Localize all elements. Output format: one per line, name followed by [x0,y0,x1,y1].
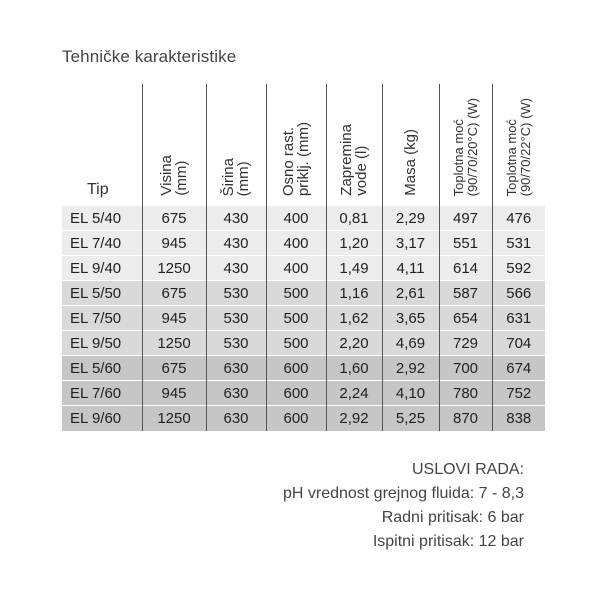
cell-visina: 945 [142,231,206,256]
cell-zapremina: 2,20 [326,331,382,356]
column-header-toplotna-moc-20 [439,84,492,206]
column-header-sirina [206,84,266,206]
cell-toplotna-moc-20: 870 [439,406,492,431]
cell-toplotna-moc-22: 752 [492,381,545,406]
table-row [62,406,545,431]
table-row [62,281,545,306]
cell-sirina: 430 [206,231,266,256]
table-row [62,206,545,231]
cell-toplotna-moc-20: 587 [439,281,492,306]
cell-osno-rastojanje: 500 [266,281,326,306]
cell-toplotna-moc-22: 592 [492,256,545,281]
cell-visina: 1250 [142,331,206,356]
cell-toplotna-moc-20: 654 [439,306,492,331]
cell-osno-rastojanje: 600 [266,356,326,381]
cell-osno-rastojanje: 600 [266,381,326,406]
cell-masa: 2,92 [382,356,439,381]
column-header-unit: vode (l) [353,145,370,196]
cell-osno-rastojanje: 500 [266,306,326,331]
cell-visina: 1250 [142,256,206,281]
cell-toplotna-moc-22: 704 [492,331,545,356]
cell-visina: 945 [142,306,206,331]
cell-osno-rastojanje: 400 [266,231,326,256]
cell-tip: EL 7/60 [62,381,142,406]
column-header-masa [382,84,439,206]
cell-masa: 4,10 [382,381,439,406]
cell-toplotna-moc-22: 838 [492,406,545,431]
column-header-label: Tip [87,181,109,198]
column-header-label: Toplotna moć [503,118,519,196]
cell-toplotna-moc-22: 531 [492,231,545,256]
cell-visina: 675 [142,206,206,231]
table-row [62,331,545,356]
operating-conditions [283,458,524,554]
cell-toplotna-moc-20: 614 [439,256,492,281]
cell-zapremina: 2,24 [326,381,382,406]
table-row [62,306,545,331]
column-header-osno-rastojanje [266,84,326,206]
cell-zapremina: 1,62 [326,306,382,331]
cell-visina: 1250 [142,406,206,431]
cell-sirina: 430 [206,256,266,281]
column-header-tip [62,84,142,206]
cell-osno-rastojanje: 500 [266,331,326,356]
cell-masa: 5,25 [382,406,439,431]
column-header-label: Visina [158,155,175,196]
page-title: Tehničke karakteristike [62,47,237,66]
cell-masa: 3,65 [382,306,439,331]
cell-zapremina: 1,20 [326,231,382,256]
cell-sirina: 430 [206,206,266,231]
cell-zapremina: 1,49 [326,256,382,281]
cell-masa: 4,69 [382,331,439,356]
cell-toplotna-moc-22: 631 [492,306,545,331]
column-header-unit: (90/70/20°C) (W) [464,97,480,196]
specifications-table [62,84,545,431]
column-header-label: Zapremina [338,124,355,196]
cell-tip: EL 7/40 [62,231,142,256]
cell-toplotna-moc-20: 729 [439,331,492,356]
cell-visina: 675 [142,281,206,306]
column-header-visina [142,84,206,206]
cell-tip: EL 9/60 [62,406,142,431]
cell-toplotna-moc-20: 497 [439,206,492,231]
column-header-label: Toplotna moć [450,118,466,196]
cell-visina: 675 [142,356,206,381]
cell-sirina: 530 [206,331,266,356]
column-header-label: Širina [220,157,237,196]
cell-masa: 2,29 [382,206,439,231]
column-header-zapremina [326,84,382,206]
table-row [62,256,545,281]
column-header-label: Osno rast. [280,126,297,196]
table-row [62,231,545,256]
cell-tip: EL 5/50 [62,281,142,306]
cell-toplotna-moc-20: 780 [439,381,492,406]
cell-visina: 945 [142,381,206,406]
cell-zapremina: 1,60 [326,356,382,381]
condition-ph: pH vrednost grejnog fluida: 7 - 8,3 [282,485,524,502]
column-header-unit: priklj. (mm) [295,121,312,196]
condition-test-pressure: Ispitni pritisak: 12 bar [372,533,524,550]
cell-sirina: 530 [206,281,266,306]
cell-toplotna-moc-20: 551 [439,231,492,256]
cell-toplotna-moc-20: 700 [439,356,492,381]
column-header-unit: (mm) [235,161,252,196]
table-row [62,356,545,381]
cell-masa: 2,61 [382,281,439,306]
cell-sirina: 630 [206,356,266,381]
cell-tip: EL 5/60 [62,356,142,381]
cell-tip: EL 7/50 [62,306,142,331]
column-header-toplotna-moc-22 [492,84,545,206]
condition-working-pressure: Radni pritisak: 6 bar [381,509,524,526]
column-header-unit: (90/70/22°C) (W) [517,97,533,196]
cell-sirina: 530 [206,306,266,331]
cell-osno-rastojanje: 600 [266,406,326,431]
cell-toplotna-moc-22: 674 [492,356,545,381]
cell-sirina: 630 [206,381,266,406]
cell-toplotna-moc-22: 476 [492,206,545,231]
table-header-row [62,84,545,206]
table-row [62,381,545,406]
cell-toplotna-moc-22: 566 [492,281,545,306]
cell-zapremina: 2,92 [326,406,382,431]
cell-zapremina: 1,16 [326,281,382,306]
cell-sirina: 630 [206,406,266,431]
conditions-title: USLOVI RADA: [411,461,524,478]
cell-tip: EL 9/50 [62,331,142,356]
cell-tip: EL 5/40 [62,206,142,231]
column-header-unit: (mm) [173,161,190,196]
cell-tip: EL 9/40 [62,256,142,281]
cell-masa: 3,17 [382,231,439,256]
cell-osno-rastojanje: 400 [266,256,326,281]
column-header-label: Masa (kg) [402,129,419,196]
cell-masa: 4,11 [382,256,439,281]
cell-zapremina: 0,81 [326,206,382,231]
cell-osno-rastojanje: 400 [266,206,326,231]
